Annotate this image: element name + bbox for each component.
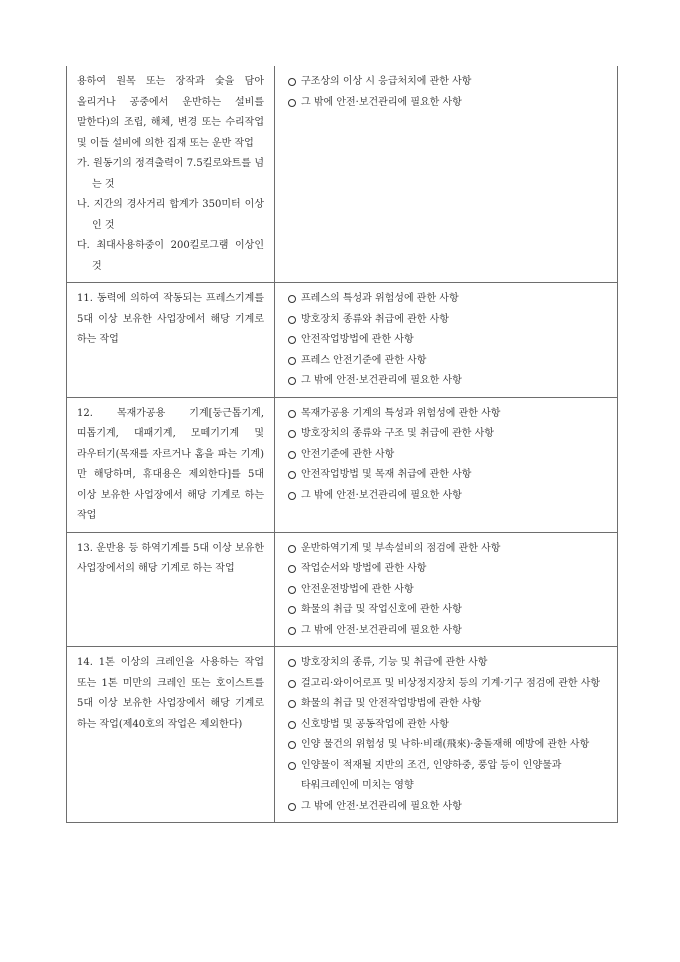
list-item bbox=[287, 424, 609, 445]
training-content-list bbox=[287, 289, 609, 392]
list-item-text: 작업순서와 방법에 관한 사항 bbox=[301, 563, 427, 574]
table-row bbox=[67, 283, 618, 398]
list-item bbox=[287, 371, 609, 392]
list-item-text: 구조상의 이상 시 응급처치에 관한 사항 bbox=[301, 76, 472, 87]
circle-bullet-icon bbox=[288, 586, 296, 594]
list-item-text: 안전기준에 관한 사항 bbox=[301, 448, 395, 460]
list-item bbox=[287, 404, 609, 425]
list-item bbox=[287, 756, 609, 797]
work-description-cell bbox=[67, 397, 275, 532]
list-item-text: 그 밖에 안전·보건관리에 필요한 사항 bbox=[301, 624, 462, 636]
table-row bbox=[67, 66, 618, 283]
list-item bbox=[287, 580, 609, 601]
list-item bbox=[287, 735, 609, 756]
work-description: 12. 목재가공용 기계[둥근톱기계, 띠톱기계, 대패기계, 모떼기기계 및 라우터기(목재를 자르거나 홈을 파는 기계)만 해당하며, 휴대용은 제외한다]를 5대 이상 보유한 사업장에서 해당 기계로 하는 작업 bbox=[77, 407, 264, 521]
list-item bbox=[287, 310, 609, 331]
work-description: 13. 운반용 등 하역기계를 5대 이상 보유한 사업장에서의 해당 기계로 하는 작업 bbox=[77, 542, 264, 574]
table-row bbox=[67, 647, 618, 823]
work-description: 용하여 원목 또는 장작과 숯을 담아 올리거나 공중에서 운반하는 설비를 말한다)의 조립, 해체, 변경 또는 수리작업 및 이들 설비에 의한 집재 또는 운반 작업 bbox=[77, 76, 264, 149]
circle-bullet-icon bbox=[288, 680, 296, 688]
circle-bullet-icon bbox=[288, 99, 296, 107]
circle-bullet-icon bbox=[288, 410, 296, 418]
list-item-text: 인양물이 적재될 지반의 조건, 인양하중, 풍압 등이 인양물과 타워크레인에 미치는 영향 bbox=[301, 759, 562, 791]
circle-bullet-icon bbox=[288, 377, 296, 385]
list-item bbox=[287, 653, 609, 674]
document-page bbox=[66, 66, 618, 823]
work-description-cell bbox=[67, 66, 275, 283]
circle-bullet-icon bbox=[288, 316, 296, 324]
work-description: 11. 동력에 의하여 작동되는 프레스기계를 5대 이상 보유한 사업장에서 해당 기계로 하는 작업 bbox=[77, 293, 264, 345]
circle-bullet-icon bbox=[288, 357, 296, 365]
list-item bbox=[287, 93, 609, 114]
list-item bbox=[287, 72, 609, 93]
list-item-text: 목재가공용 기계의 특성과 위험성에 관한 사항 bbox=[301, 407, 501, 419]
list-item bbox=[287, 600, 609, 621]
training-content-cell bbox=[275, 647, 618, 823]
list-item bbox=[287, 539, 609, 560]
circle-bullet-icon bbox=[288, 78, 296, 86]
circle-bullet-icon bbox=[288, 545, 296, 553]
list-item bbox=[287, 674, 609, 695]
circle-bullet-icon bbox=[288, 627, 296, 635]
work-description-cell bbox=[67, 647, 275, 823]
list-item bbox=[287, 330, 609, 351]
list-item-text: 안전운전방법에 관한 사항 bbox=[301, 583, 414, 595]
circle-bullet-icon bbox=[288, 430, 296, 438]
list-item bbox=[287, 559, 609, 580]
work-description: 14. 1톤 이상의 크레인을 사용하는 작업 또는 1톤 미만의 크레인 또는 호이스트를 5대 이상 보유한 사업장에서 해당 기계로 하는 작업(제40호의 작업은 제외한다) bbox=[77, 657, 264, 730]
training-content-list bbox=[287, 72, 609, 113]
list-item-text: 그 밖에 안전·보건관리에 필요한 사항 bbox=[301, 375, 462, 386]
sub-item: 다. 최대사용하중이 200킬로그램 이상인 것 bbox=[77, 240, 264, 272]
training-content-cell bbox=[275, 66, 618, 283]
list-item-text: 신호방법 및 공동작업에 관한 사항 bbox=[301, 718, 449, 730]
safety-training-table bbox=[66, 66, 618, 823]
list-item bbox=[287, 486, 609, 507]
sub-item: 나. 지간의 경사거리 합계가 350미터 이상인 것 bbox=[77, 199, 264, 231]
circle-bullet-icon bbox=[288, 762, 296, 770]
list-item-text: 프레스 안전기준에 관한 사항 bbox=[301, 354, 427, 366]
list-item-text: 그 밖에 안전·보건관리에 필요한 사항 bbox=[301, 800, 462, 812]
circle-bullet-icon bbox=[288, 565, 296, 573]
list-item bbox=[287, 465, 609, 486]
list-item bbox=[287, 715, 609, 736]
training-content-cell bbox=[275, 397, 618, 532]
list-item-text: 프레스의 특성과 위험성에 관한 사항 bbox=[301, 293, 459, 304]
list-item bbox=[287, 694, 609, 715]
circle-bullet-icon bbox=[288, 451, 296, 459]
list-item bbox=[287, 797, 609, 818]
training-content-list bbox=[287, 539, 609, 642]
list-item-text: 운반하역기계 및 부속설비의 점검에 관한 사항 bbox=[301, 542, 501, 554]
sub-item-list bbox=[77, 154, 264, 277]
sub-item: 가. 원동기의 정격출력이 7.5킬로와트를 넘는 것 bbox=[77, 158, 264, 190]
work-description-cell bbox=[67, 532, 275, 647]
circle-bullet-icon bbox=[288, 336, 296, 344]
list-item-text: 걸고리·와이어로프 및 비상정지장치 등의 기계·기구 점검에 관한 사항 bbox=[301, 677, 601, 689]
work-description-cell bbox=[67, 283, 275, 398]
list-item bbox=[287, 351, 609, 372]
list-item-text: 안전작업방법 및 목재 취급에 관한 사항 bbox=[301, 469, 472, 480]
table-row bbox=[67, 397, 618, 532]
list-item-text: 그 밖에 안전·보건관리에 필요한 사항 bbox=[301, 96, 462, 108]
list-item-text: 방호장치 종류와 취급에 관한 사항 bbox=[301, 313, 449, 325]
circle-bullet-icon bbox=[288, 803, 296, 811]
list-item-text: 화물의 취급 및 작업신호에 관한 사항 bbox=[301, 604, 462, 615]
list-item-text: 방호장치의 종류, 기능 및 취급에 관한 사항 bbox=[301, 657, 488, 668]
training-content-cell bbox=[275, 532, 618, 647]
table-row bbox=[67, 532, 618, 647]
training-content-list bbox=[287, 404, 609, 507]
list-item bbox=[287, 289, 609, 310]
list-item-text: 그 밖에 안전·보건관리에 필요한 사항 bbox=[301, 489, 462, 501]
circle-bullet-icon bbox=[288, 492, 296, 500]
circle-bullet-icon bbox=[288, 659, 296, 667]
list-item-text: 방호장치의 종류와 구조 및 취급에 관한 사항 bbox=[301, 428, 494, 439]
list-item-text: 화물의 취급 및 안전작업방법에 관한 사항 bbox=[301, 698, 482, 709]
training-content-list bbox=[287, 653, 609, 817]
circle-bullet-icon bbox=[288, 721, 296, 729]
circle-bullet-icon bbox=[288, 700, 296, 708]
list-item bbox=[287, 621, 609, 642]
circle-bullet-icon bbox=[288, 295, 296, 303]
training-content-cell bbox=[275, 283, 618, 398]
list-item bbox=[287, 445, 609, 466]
list-item-text: 안전작업방법에 관한 사항 bbox=[301, 334, 414, 345]
circle-bullet-icon bbox=[288, 606, 296, 614]
list-item-text: 인양 물건의 위험성 및 낙하·비래(飛來)·충돌재해 예방에 관한 사항 bbox=[301, 739, 590, 750]
circle-bullet-icon bbox=[288, 471, 296, 479]
circle-bullet-icon bbox=[288, 741, 296, 749]
